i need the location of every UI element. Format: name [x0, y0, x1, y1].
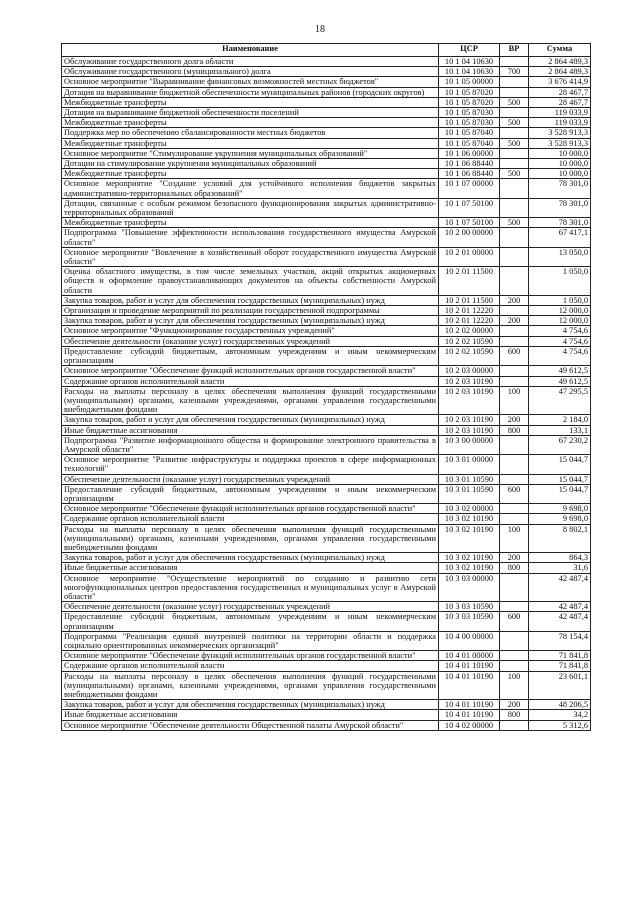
table-row: [62, 228, 591, 247]
row-sum-cell: 49 612,5: [529, 376, 591, 386]
row-csr-cell: 10 1 05 87030: [439, 108, 500, 118]
row-sum-cell: 8 802,1: [529, 524, 591, 553]
row-sum-cell: 42 487,4: [529, 612, 591, 631]
row-name-cell: Содержание органов исполнительной власти: [62, 514, 439, 524]
row-csr-cell: 10 4 01 10190: [439, 671, 500, 700]
row-vr-cell: 800: [500, 710, 529, 720]
row-vr-cell: [500, 376, 529, 386]
row-csr-cell: 10 3 01 10590: [439, 484, 500, 503]
row-name-cell: Основное мероприятие "Обеспечение деятельности Общественной палаты Амурской области": [62, 720, 439, 730]
row-sum-cell: 4 754,6: [529, 326, 591, 336]
page-number: 18: [315, 24, 325, 35]
row-name-cell: Основное мероприятие "Функционирование государственных учреждений": [62, 326, 439, 336]
row-sum-cell: 10 000,0: [529, 148, 591, 158]
row-csr-cell: 10 1 07 50100: [439, 198, 500, 217]
row-sum-cell: 12 000,0: [529, 316, 591, 326]
row-csr-cell: 10 2 00 00000: [439, 228, 500, 247]
row-csr-cell: 10 1 04 10630: [439, 67, 500, 77]
row-vr-cell: [500, 228, 529, 247]
row-csr-cell: 10 1 05 00000: [439, 77, 500, 87]
row-csr-cell: 10 4 01 10190: [439, 661, 500, 671]
row-name-cell: Подпрограмма "Повышение эффективности использования государственного имущества Амурской области": [62, 228, 439, 247]
row-csr-cell: 10 3 03 00000: [439, 573, 500, 602]
table-row: [62, 376, 591, 386]
row-csr-cell: 10 2 01 12220: [439, 316, 500, 326]
table-row: [62, 435, 591, 454]
row-vr-cell: [500, 108, 529, 118]
table-row: [62, 514, 591, 524]
row-vr-cell: [500, 602, 529, 612]
row-vr-cell: 100: [500, 524, 529, 553]
row-sum-cell: 15 044,7: [529, 455, 591, 474]
row-vr-cell: [500, 198, 529, 217]
row-vr-cell: 500: [500, 218, 529, 228]
table-row: [62, 563, 591, 573]
row-sum-cell: 78 301,0: [529, 198, 591, 217]
table-row: [62, 77, 591, 87]
table-row: [62, 602, 591, 612]
row-name-cell: Основное мероприятие "Осуществление мероприятий по созданию и развитию сети многофункциональных центров предоставления государственных и муниципальных услуг в Амурской области": [62, 573, 439, 602]
row-sum-cell: 119 033,9: [529, 118, 591, 128]
table-row: [62, 306, 591, 316]
row-csr-cell: 10 4 01 00000: [439, 651, 500, 661]
row-vr-cell: [500, 306, 529, 316]
row-name-cell: Предоставление субсидий бюджетным, автономным учреждениям и иным некоммерческим организациям: [62, 612, 439, 631]
row-vr-cell: 600: [500, 484, 529, 503]
row-csr-cell: 10 2 02 10590: [439, 336, 500, 346]
table-row: [62, 108, 591, 118]
row-vr-cell: [500, 267, 529, 296]
row-name-cell: Закупка товаров, работ и услуг для обеспечения государственных (муниципальных) нужд: [62, 316, 439, 326]
table-row: [62, 386, 591, 415]
row-name-cell: Дотация на выравнивание бюджетной обеспеченности поселений: [62, 108, 439, 118]
table-row: [62, 169, 591, 179]
table-row: [62, 57, 591, 67]
row-vr-cell: [500, 631, 529, 650]
row-name-cell: Основное мероприятие "Вовлечение в хозяйственный оборот государственного имущества Амурской области": [62, 247, 439, 266]
row-csr-cell: 10 3 02 10190: [439, 524, 500, 553]
row-name-cell: Подпрограмма "Развитие информационного общества и формирование электронного правительства в Амурской области": [62, 435, 439, 454]
row-sum-cell: 67 230,2: [529, 435, 591, 454]
row-csr-cell: 10 3 02 00000: [439, 504, 500, 514]
row-vr-cell: [500, 77, 529, 87]
row-name-cell: Дотация на выравнивание бюджетной обеспеченности муниципальных районов (городских округов): [62, 87, 439, 97]
row-vr-cell: 800: [500, 563, 529, 573]
row-sum-cell: 10 000,0: [529, 159, 591, 169]
table-row: [62, 720, 591, 730]
row-sum-cell: 119 033,9: [529, 108, 591, 118]
row-sum-cell: 28 467,7: [529, 87, 591, 97]
row-name-cell: Подпрограмма "Реализация единой внутренней политики на территории области и поддержка социально ориентированных некоммерческих организаций": [62, 631, 439, 650]
row-name-cell: Обеспечение деятельности (оказание услуг) государственных учреждений: [62, 474, 439, 484]
row-sum-cell: 71 841,8: [529, 661, 591, 671]
table-row: [62, 326, 591, 336]
row-sum-cell: 4 754,6: [529, 336, 591, 346]
row-vr-cell: [500, 661, 529, 671]
row-csr-cell: 10 1 05 87040: [439, 128, 500, 138]
row-name-cell: Основное мероприятие "Развитие инфраструктуры и поддержка проектов в сфере информационных технологий": [62, 455, 439, 474]
row-sum-cell: 9 698,0: [529, 514, 591, 524]
row-csr-cell: 10 3 02 10190: [439, 563, 500, 573]
row-name-cell: Обеспечение деятельности (оказание услуг) государственных учреждений: [62, 336, 439, 346]
table-row: [62, 87, 591, 97]
row-name-cell: Межбюджетные трансферты: [62, 138, 439, 148]
table-row: [62, 710, 591, 720]
row-vr-cell: [500, 87, 529, 97]
row-csr-cell: 10 2 02 00000: [439, 326, 500, 336]
table-row: [62, 553, 591, 563]
row-vr-cell: [500, 573, 529, 602]
row-name-cell: Иные бюджетные ассигнования: [62, 425, 439, 435]
header-name: Наименование: [62, 44, 439, 57]
table-row: [62, 179, 591, 198]
row-csr-cell: 10 3 00 00000: [439, 435, 500, 454]
row-vr-cell: 200: [500, 415, 529, 425]
row-sum-cell: 42 487,4: [529, 602, 591, 612]
table-row: [62, 415, 591, 425]
row-sum-cell: 3 528 913,3: [529, 128, 591, 138]
row-csr-cell: 10 3 01 00000: [439, 455, 500, 474]
row-vr-cell: 200: [500, 700, 529, 710]
row-name-cell: Межбюджетные трансферты: [62, 97, 439, 107]
row-sum-cell: 78 301,0: [529, 179, 591, 198]
row-vr-cell: 500: [500, 169, 529, 179]
row-name-cell: Закупка товаров, работ и услуг для обеспечения государственных (муниципальных) нужд: [62, 295, 439, 305]
row-vr-cell: 100: [500, 386, 529, 415]
header-sum: Сумма: [529, 44, 591, 57]
row-sum-cell: 3 528 913,3: [529, 138, 591, 148]
row-csr-cell: 10 1 05 87030: [439, 118, 500, 128]
table-body: [62, 57, 591, 731]
row-sum-cell: 15 044,7: [529, 474, 591, 484]
row-csr-cell: 10 1 06 88440: [439, 169, 500, 179]
table-row: [62, 484, 591, 503]
row-sum-cell: 12 000,0: [529, 306, 591, 316]
row-csr-cell: 10 1 06 00000: [439, 148, 500, 158]
row-csr-cell: 10 2 01 00000: [439, 247, 500, 266]
row-sum-cell: 47 295,5: [529, 386, 591, 415]
row-name-cell: Межбюджетные трансферты: [62, 169, 439, 179]
row-vr-cell: [500, 474, 529, 484]
row-sum-cell: 1 050,0: [529, 267, 591, 296]
row-csr-cell: 10 1 04 10630: [439, 57, 500, 67]
row-csr-cell: 10 4 02 00000: [439, 720, 500, 730]
row-sum-cell: 133,1: [529, 425, 591, 435]
table-row: [62, 425, 591, 435]
row-vr-cell: [500, 148, 529, 158]
row-name-cell: Основное мероприятие "Обеспечение функций исполнительных органов государственной власти": [62, 651, 439, 661]
row-csr-cell: 10 1 07 00000: [439, 179, 500, 198]
row-vr-cell: 500: [500, 97, 529, 107]
row-name-cell: Иные бюджетные ассигнования: [62, 563, 439, 573]
row-name-cell: Расходы на выплаты персоналу в целях обеспечения выполнения функций государственными (муниципальными) органами, казенными учреждениями, органами управления государственными внебюджетными фондами: [62, 671, 439, 700]
row-vr-cell: 500: [500, 138, 529, 148]
row-csr-cell: 10 3 02 10190: [439, 514, 500, 524]
row-sum-cell: 78 301,0: [529, 218, 591, 228]
table-row: [62, 573, 591, 602]
row-vr-cell: 500: [500, 118, 529, 128]
row-name-cell: Расходы на выплаты персоналу в целях обеспечения выполнения функций государственными (муниципальными) органами, казенными учреждениями, органами управления государственными внебюджетными фондами: [62, 524, 439, 553]
row-name-cell: Содержание органов исполнительной власти: [62, 376, 439, 386]
budget-table: [61, 43, 591, 731]
row-vr-cell: 200: [500, 295, 529, 305]
table-row: [62, 700, 591, 710]
row-csr-cell: 10 4 01 10190: [439, 700, 500, 710]
row-vr-cell: 200: [500, 553, 529, 563]
table-row: [62, 455, 591, 474]
row-name-cell: Основное мероприятие "Обеспечение функций исполнительных органов государственной власти": [62, 366, 439, 376]
row-name-cell: Поддержка мер по обеспечению сбалансированности местных бюджетов: [62, 128, 439, 138]
row-name-cell: Оценка областного имущества, в том числе земельных участков, акций открытых акционерных обществ и оформление правоустанавливающих документов на объекты собственности Амурской области: [62, 267, 439, 296]
row-csr-cell: 10 1 06 88440: [439, 159, 500, 169]
row-vr-cell: 600: [500, 346, 529, 365]
row-name-cell: Дотации на стимулирование укрупнения муниципальных образований: [62, 159, 439, 169]
row-vr-cell: [500, 326, 529, 336]
row-vr-cell: [500, 651, 529, 661]
row-vr-cell: [500, 57, 529, 67]
row-csr-cell: 10 2 03 10190: [439, 376, 500, 386]
row-vr-cell: 600: [500, 612, 529, 631]
row-name-cell: Организация и проведение мероприятий по реализации государственной подпрограммы: [62, 306, 439, 316]
row-csr-cell: 10 1 07 50100: [439, 218, 500, 228]
row-sum-cell: 67 417,1: [529, 228, 591, 247]
header-vr: ВР: [500, 44, 529, 57]
table-row: [62, 198, 591, 217]
row-sum-cell: 9 698,0: [529, 504, 591, 514]
row-csr-cell: 10 2 01 12220: [439, 306, 500, 316]
table-row: [62, 631, 591, 650]
row-name-cell: Расходы на выплаты персоналу в целях обеспечения выполнения функций государственными (муниципальными) органами, казенными учреждениями, органами управления государственными внебюджетными фондами: [62, 386, 439, 415]
row-name-cell: Обслуживание государственного (муниципального) долга: [62, 67, 439, 77]
row-sum-cell: 23 601,1: [529, 671, 591, 700]
row-csr-cell: 10 1 05 87040: [439, 138, 500, 148]
table-row: [62, 346, 591, 365]
row-vr-cell: [500, 159, 529, 169]
table-row: [62, 67, 591, 77]
row-sum-cell: 4 754,6: [529, 346, 591, 365]
row-name-cell: Основное мероприятие "Создание условий для устойчивого исполнения бюджетов закрытых административно-территориальных образований": [62, 179, 439, 198]
row-csr-cell: 10 4 01 10190: [439, 710, 500, 720]
header-csr: ЦСР: [439, 44, 500, 57]
table-row: [62, 138, 591, 148]
row-vr-cell: 700: [500, 67, 529, 77]
row-sum-cell: 78 154,4: [529, 631, 591, 650]
row-sum-cell: 1 050,0: [529, 295, 591, 305]
row-name-cell: Предоставление субсидий бюджетным, автономным учреждениям и иным некоммерческим организациям: [62, 484, 439, 503]
row-sum-cell: 2 184,0: [529, 415, 591, 425]
row-name-cell: Предоставление субсидий бюджетным, автономным учреждениям и иным некоммерческим организациям: [62, 346, 439, 365]
row-sum-cell: 28 467,7: [529, 97, 591, 107]
row-csr-cell: 10 2 01 11500: [439, 295, 500, 305]
table-row: [62, 524, 591, 553]
table-row: [62, 612, 591, 631]
row-name-cell: Основное мероприятие "Стимулирование укрупнения муниципальных образований": [62, 148, 439, 158]
row-vr-cell: [500, 247, 529, 266]
row-name-cell: Межбюджетные трансферты: [62, 118, 439, 128]
row-csr-cell: 10 3 02 10190: [439, 553, 500, 563]
table-row: [62, 671, 591, 700]
row-vr-cell: 800: [500, 425, 529, 435]
row-csr-cell: 10 1 05 87020: [439, 87, 500, 97]
table-row: [62, 128, 591, 138]
table-row: [62, 316, 591, 326]
row-sum-cell: 42 487,4: [529, 573, 591, 602]
row-name-cell: Закупка товаров, работ и услуг для обеспечения государственных (муниципальных) нужд: [62, 415, 439, 425]
table-row: [62, 336, 591, 346]
header-row: [62, 44, 591, 57]
row-vr-cell: [500, 435, 529, 454]
row-sum-cell: 3 676 414,9: [529, 77, 591, 87]
row-name-cell: Основное мероприятие "Выравнивание финансовых возможностей местных бюджетов": [62, 77, 439, 87]
row-csr-cell: 10 1 05 87020: [439, 97, 500, 107]
row-name-cell: Дотации, связанные с особым режимом безопасного функционирования закрытых административно-территориальных образований: [62, 198, 439, 217]
row-name-cell: Обслуживание государственного долга области: [62, 57, 439, 67]
row-name-cell: Содержание органов исполнительной власти: [62, 661, 439, 671]
row-vr-cell: [500, 336, 529, 346]
row-vr-cell: 200: [500, 316, 529, 326]
row-name-cell: Закупка товаров, работ и услуг для обеспечения государственных (муниципальных) нужд: [62, 553, 439, 563]
row-vr-cell: 100: [500, 671, 529, 700]
row-name-cell: Закупка товаров, работ и услуг для обеспечения государственных (муниципальных) нужд: [62, 700, 439, 710]
row-vr-cell: [500, 366, 529, 376]
row-sum-cell: 31,6: [529, 563, 591, 573]
row-sum-cell: 34,2: [529, 710, 591, 720]
row-name-cell: Основное мероприятие "Обеспечение функций исполнительных органов государственной власти": [62, 504, 439, 514]
row-name-cell: Межбюджетные трансферты: [62, 218, 439, 228]
row-name-cell: Обеспечение деятельности (оказание услуг) государственных учреждений: [62, 602, 439, 612]
row-sum-cell: 864,3: [529, 553, 591, 563]
row-csr-cell: 10 4 00 00000: [439, 631, 500, 650]
table-row: [62, 159, 591, 169]
table-row: [62, 474, 591, 484]
table-row: [62, 267, 591, 296]
row-sum-cell: 2 864 489,3: [529, 67, 591, 77]
row-name-cell: Иные бюджетные ассигнования: [62, 710, 439, 720]
row-csr-cell: 10 2 03 00000: [439, 366, 500, 376]
table-row: [62, 651, 591, 661]
table-row: [62, 148, 591, 158]
row-sum-cell: 5 312,6: [529, 720, 591, 730]
row-csr-cell: 10 2 03 10190: [439, 415, 500, 425]
table-row: [62, 97, 591, 107]
table-row: [62, 218, 591, 228]
row-csr-cell: 10 2 03 10190: [439, 386, 500, 415]
row-sum-cell: 71 841,8: [529, 651, 591, 661]
row-vr-cell: [500, 455, 529, 474]
row-vr-cell: [500, 179, 529, 198]
row-sum-cell: 2 864 489,3: [529, 57, 591, 67]
row-sum-cell: 49 612,5: [529, 366, 591, 376]
row-sum-cell: 13 050,0: [529, 247, 591, 266]
row-csr-cell: 10 3 03 10590: [439, 602, 500, 612]
table-row: [62, 366, 591, 376]
row-sum-cell: 10 000,0: [529, 169, 591, 179]
table-row: [62, 295, 591, 305]
table-row: [62, 661, 591, 671]
row-csr-cell: 10 2 03 10190: [439, 425, 500, 435]
table-row: [62, 504, 591, 514]
row-csr-cell: 10 2 02 10590: [439, 346, 500, 365]
row-sum-cell: 48 206,5: [529, 700, 591, 710]
row-csr-cell: 10 3 01 10590: [439, 474, 500, 484]
row-vr-cell: [500, 504, 529, 514]
row-csr-cell: 10 3 03 10590: [439, 612, 500, 631]
row-vr-cell: [500, 720, 529, 730]
row-vr-cell: [500, 514, 529, 524]
table-row: [62, 118, 591, 128]
row-csr-cell: 10 2 01 11500: [439, 267, 500, 296]
row-sum-cell: 15 044,7: [529, 484, 591, 503]
table-row: [62, 247, 591, 266]
row-vr-cell: [500, 128, 529, 138]
